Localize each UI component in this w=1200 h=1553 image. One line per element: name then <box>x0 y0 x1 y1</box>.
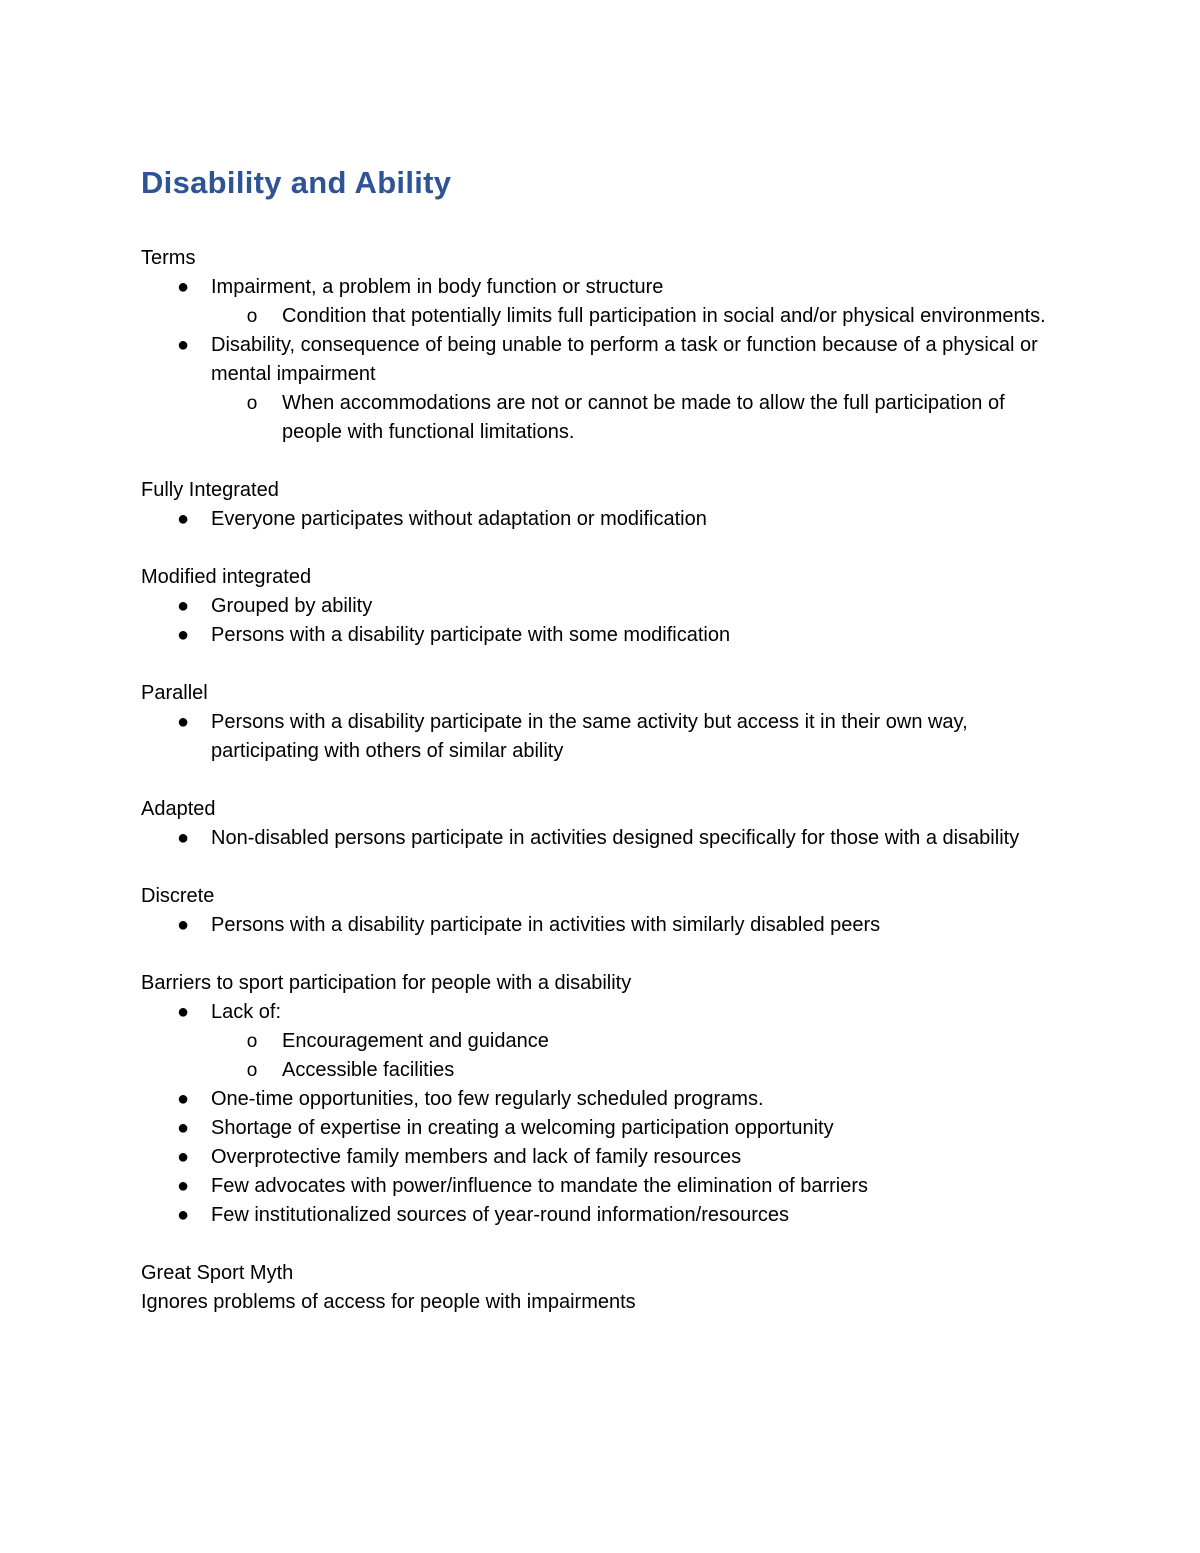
list-item <box>176 1085 1061 1114</box>
sub-bullet-list <box>211 389 1061 447</box>
list-item-text: Persons with a disability participate in the same activity but access it in their own way, participating with others of similar ability <box>211 711 968 762</box>
list-item-text: Impairment, a problem in body function or structure <box>211 276 664 298</box>
disc-bullet-icon: ● <box>176 1204 190 1226</box>
list-item-text: Few advocates with power/influence to mandate the elimination of barriers <box>211 1175 869 1197</box>
list-item <box>176 592 1061 621</box>
bullet-list <box>141 998 1061 1230</box>
sub-list-item-text: Condition that potentially limits full participation in social and/or physical environments. <box>282 305 1046 327</box>
sub-list-item-text: Encouragement and guidance <box>282 1030 549 1052</box>
list-item <box>176 824 1061 853</box>
list-item <box>176 708 1061 766</box>
section-parallel <box>141 679 1061 766</box>
disc-bullet-icon: ● <box>176 595 190 617</box>
list-item-text: Overprotective family members and lack of family resources <box>211 1146 742 1168</box>
disc-bullet-icon: ● <box>176 711 190 733</box>
bullet-list <box>141 273 1061 447</box>
disc-bullet-icon: ● <box>176 624 190 646</box>
sub-bullet-list <box>211 1027 1061 1085</box>
circle-bullet-icon: o <box>246 393 258 414</box>
section-heading: Discrete <box>141 885 215 907</box>
document-page <box>141 160 1061 1317</box>
list-item-text: Non-disabled persons participate in activities designed specifically for those with a disability <box>211 827 1020 849</box>
list-item-text: Shortage of expertise in creating a welcoming participation opportunity <box>211 1117 834 1139</box>
sub-list-item <box>246 302 1061 331</box>
circle-bullet-icon: o <box>246 1031 258 1052</box>
list-item-text: Persons with a disability participate with some modification <box>211 624 731 646</box>
bullet-list <box>141 708 1061 766</box>
list-item <box>176 273 1061 331</box>
section-heading: Parallel <box>141 682 208 704</box>
disc-bullet-icon: ● <box>176 1175 190 1197</box>
paragraph-text: Ignores problems of access for people with impairments <box>141 1291 636 1313</box>
disc-bullet-icon: ● <box>176 1001 190 1023</box>
circle-bullet-icon: o <box>246 306 258 327</box>
list-item <box>176 1143 1061 1172</box>
disc-bullet-icon: ● <box>176 1088 190 1110</box>
list-item-text: Few institutionalized sources of year-round information/resources <box>211 1204 790 1226</box>
section-adapted <box>141 795 1061 853</box>
list-item-text: Disability, consequence of being unable to perform a task or function because of a physical or mental impairment <box>211 334 1038 385</box>
section-modified-integrated <box>141 563 1061 650</box>
list-item <box>176 1114 1061 1143</box>
list-item <box>176 911 1061 940</box>
section-great-sport-myth <box>141 1259 1061 1317</box>
bullet-list <box>141 505 1061 534</box>
section-barriers <box>141 969 1061 1230</box>
document-title: Disability and Ability <box>141 165 452 200</box>
list-item <box>176 331 1061 447</box>
disc-bullet-icon: ● <box>176 334 190 356</box>
disc-bullet-icon: ● <box>176 276 190 298</box>
bullet-list <box>141 592 1061 650</box>
disc-bullet-icon: ● <box>176 1117 190 1139</box>
list-item-text: Everyone participates without adaptation or modification <box>211 508 707 530</box>
list-item-text: Grouped by ability <box>211 595 373 617</box>
section-fully-integrated <box>141 476 1061 534</box>
bullet-list <box>141 911 1061 940</box>
disc-bullet-icon: ● <box>176 1146 190 1168</box>
section-heading: Fully Integrated <box>141 479 279 501</box>
section-heading: Great Sport Myth <box>141 1262 294 1284</box>
list-item-text: One-time opportunities, too few regularly scheduled programs. <box>211 1088 764 1110</box>
sub-list-item-text: Accessible facilities <box>282 1059 455 1081</box>
sub-list-item-text: When accommodations are not or cannot be made to allow the full participation of people with functional limitations. <box>282 392 1005 443</box>
circle-bullet-icon: o <box>246 1060 258 1081</box>
disc-bullet-icon: ● <box>176 914 190 936</box>
list-item <box>176 1201 1061 1230</box>
list-item <box>176 621 1061 650</box>
bullet-list <box>141 824 1061 853</box>
list-item-text: Lack of: <box>211 1001 282 1023</box>
sub-list-item <box>246 1056 1061 1085</box>
disc-bullet-icon: ● <box>176 508 190 530</box>
section-heading: Terms <box>141 247 196 269</box>
list-item <box>176 998 1061 1085</box>
sub-list-item <box>246 1027 1061 1056</box>
list-item-text: Persons with a disability participate in activities with similarly disabled peers <box>211 914 881 936</box>
section-heading: Barriers to sport participation for people with a disability <box>141 972 632 994</box>
sub-list-item <box>246 389 1061 447</box>
list-item <box>176 1172 1061 1201</box>
list-item <box>176 505 1061 534</box>
section-terms <box>141 244 1061 447</box>
sub-bullet-list <box>211 302 1061 331</box>
section-discrete <box>141 882 1061 940</box>
disc-bullet-icon: ● <box>176 827 190 849</box>
section-heading: Modified integrated <box>141 566 312 588</box>
section-heading: Adapted <box>141 798 216 820</box>
